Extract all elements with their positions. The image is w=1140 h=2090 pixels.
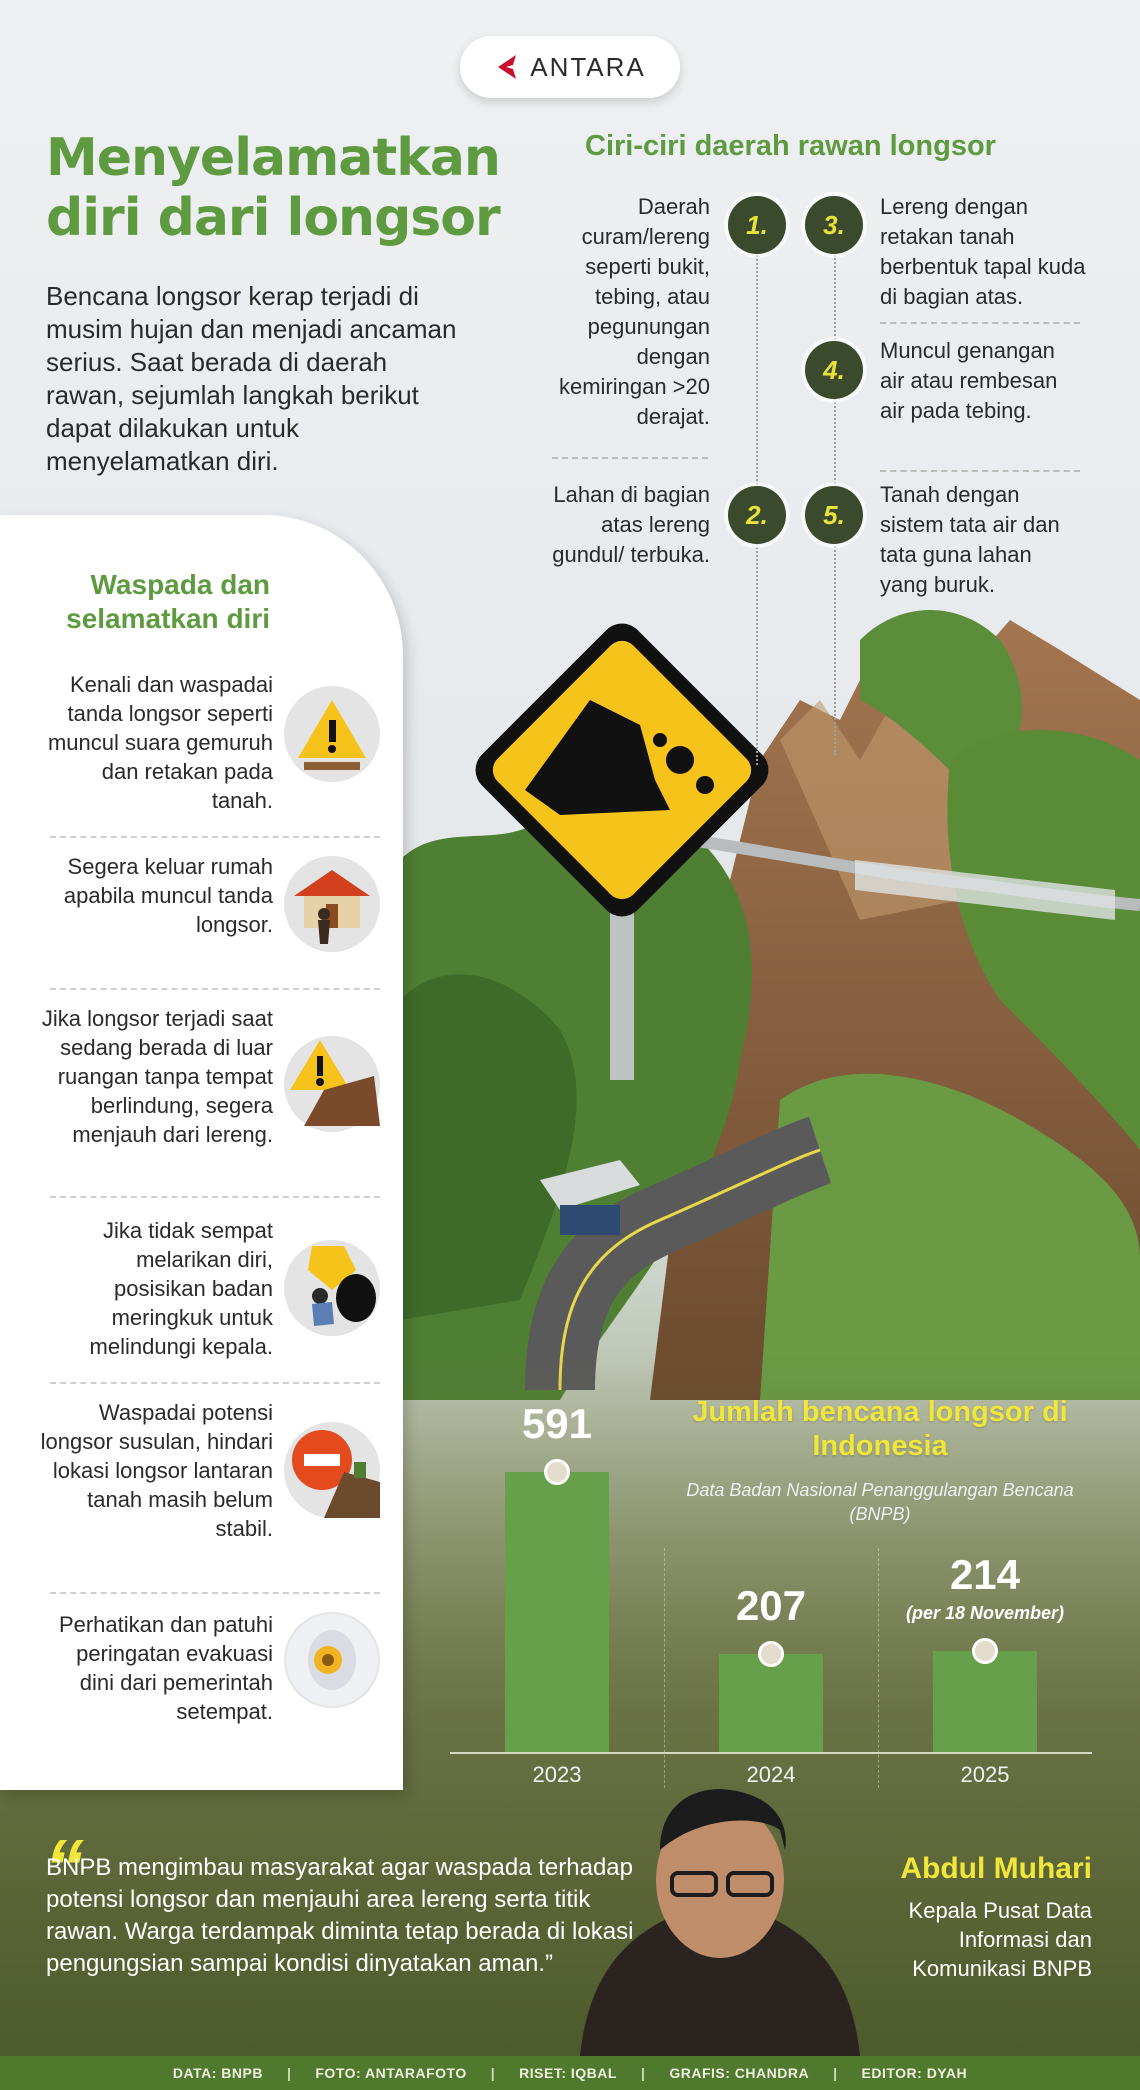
credit-separator: | xyxy=(833,2065,838,2081)
tip-text-1: Kenali dan waspadai tanda longsor seperti muncul suara gemuruh dan retakan pada tanah. xyxy=(47,672,273,813)
bar-2023 xyxy=(505,1472,609,1752)
characteristic-number-4: 4. xyxy=(805,341,863,399)
characteristic-number-2: 2. xyxy=(728,486,786,544)
person-role: Kepala Pusat Data Informasi dan Komunikasi BNPB xyxy=(908,1898,1092,1981)
intro-text: Bencana longsor kerap terjadi di musim hujan dan menjadi ancaman serius. Saat berada di daerah rawan, sejumlah langkah berikut dapat dilakukan untuk menyelamatkan diri. xyxy=(46,281,457,476)
credit-editor: EDITOR: DYAH xyxy=(861,2065,968,2081)
characteristic-text-4: Muncul genangan air atau rembesan air pada tebing. xyxy=(880,338,1058,423)
bar-marker-dot xyxy=(758,1641,784,1667)
characteristic-text-5: Tanah dengan sistem tata air dan tata guna lahan yang buruk. xyxy=(880,482,1060,597)
bar-value-label: 591 xyxy=(521,1400,593,1447)
credit-research: RISET: IQBAL xyxy=(519,2065,617,2081)
separator xyxy=(880,470,1080,472)
megaphone-icon xyxy=(284,1612,380,1708)
separator xyxy=(50,1382,380,1384)
separator xyxy=(50,1592,380,1594)
tips-heading: Waspada dan selamatkan diri xyxy=(66,569,270,634)
bar-value-label: 207 xyxy=(735,1582,807,1629)
bar-2025 xyxy=(933,1651,1037,1752)
separator xyxy=(50,988,380,990)
bar-marker-dot xyxy=(972,1638,998,1664)
category-label: 2023 xyxy=(532,1762,582,1787)
separator xyxy=(880,322,1080,324)
credit-data: DATA: BNPB xyxy=(172,2065,263,2081)
warning-slope-icon xyxy=(284,1036,380,1132)
credits-footer xyxy=(0,2056,1140,2090)
antara-logo-mark-icon xyxy=(494,52,524,82)
chart-title: Jumlah bencana longsor di Indonesia xyxy=(692,1396,1068,1462)
bar-value-label: 214 xyxy=(949,1551,1021,1598)
separator xyxy=(50,1196,380,1198)
chart-baseline xyxy=(450,1752,1092,1754)
brand-name: ANTARA xyxy=(530,51,646,82)
tip-text-3: Jika longsor terjadi saat sedang berada di luar ruangan tanpa tempat berlindung, segera menjauh dari lereng. xyxy=(41,1006,273,1147)
tip-text-2: Segera keluar rumah apabila muncul tanda longsor. xyxy=(63,854,273,937)
separator xyxy=(50,836,380,838)
warning-cracked-ground-icon xyxy=(284,686,380,782)
characteristic-number-3: 3. xyxy=(805,196,863,254)
chart-source: Data Badan Nasional Penanggulangan Bencana (BNPB) xyxy=(686,1480,1074,1524)
tip-text-5: Waspadai potensi longsor susulan, hindari lokasi longsor lantaran tanah masih belum stabil. xyxy=(40,1400,273,1541)
characteristic-number-5: 5. xyxy=(805,486,863,544)
bar-2024 xyxy=(719,1654,823,1752)
person-name: Abdul Muhari xyxy=(900,1852,1092,1885)
quote-mark-icon: “ xyxy=(44,1823,84,1912)
page-title: Menyelamatkan diri dari longsor xyxy=(46,128,500,248)
credit-photo: FOTO: ANTARAFOTO xyxy=(315,2065,467,2081)
tip-text-6: Perhatikan dan patuhi peringatan evakuasi dini dari pemerintah setempat. xyxy=(58,1612,273,1724)
quote-text: BNPB mengimbau masyarakat agar waspada terhadap potensi longsor dan menjauhi area lereng serta titik rawan. Warga terdampak diminta tetap berada di lokasi pengungsian sampai kondisi dinyatakan aman.” xyxy=(46,1854,634,1977)
category-label: 2025 xyxy=(960,1762,1010,1787)
credit-graphics: GRAFIS: CHANDRA xyxy=(669,2065,810,2081)
antara-logo xyxy=(460,36,680,98)
separator xyxy=(552,457,708,459)
no-entry-landslide-icon xyxy=(284,1422,380,1518)
characteristic-number-1: 1. xyxy=(728,196,786,254)
person-crouching-icon xyxy=(284,1240,380,1336)
characteristic-text-2: Lahan di bagian atas lereng gundul/ terbuka. xyxy=(552,482,710,567)
characteristics-heading: Ciri-ciri daerah rawan longsor xyxy=(585,130,996,162)
category-label: 2024 xyxy=(746,1762,796,1787)
credit-separator: | xyxy=(286,2065,292,2081)
bar-note-label: (per 18 November) xyxy=(905,1603,1065,1623)
tip-text-4: Jika tidak sempat melarikan diri, posisikan badan meringkuk untuk melindungi kepala. xyxy=(89,1218,273,1359)
bar-marker-dot xyxy=(544,1459,570,1485)
person-leaving-house-icon xyxy=(284,856,380,952)
credit-separator: | xyxy=(640,2065,646,2081)
credit-separator: | xyxy=(490,2065,496,2081)
characteristic-text-1: Daerah curam/lereng seperti bukit, tebing, atau pegunungan dengan kemiringan >20 derajat. xyxy=(558,194,710,429)
characteristic-text-3: Lereng dengan retakan tanah berbentuk tapal kuda di bagian atas. xyxy=(880,194,1086,309)
